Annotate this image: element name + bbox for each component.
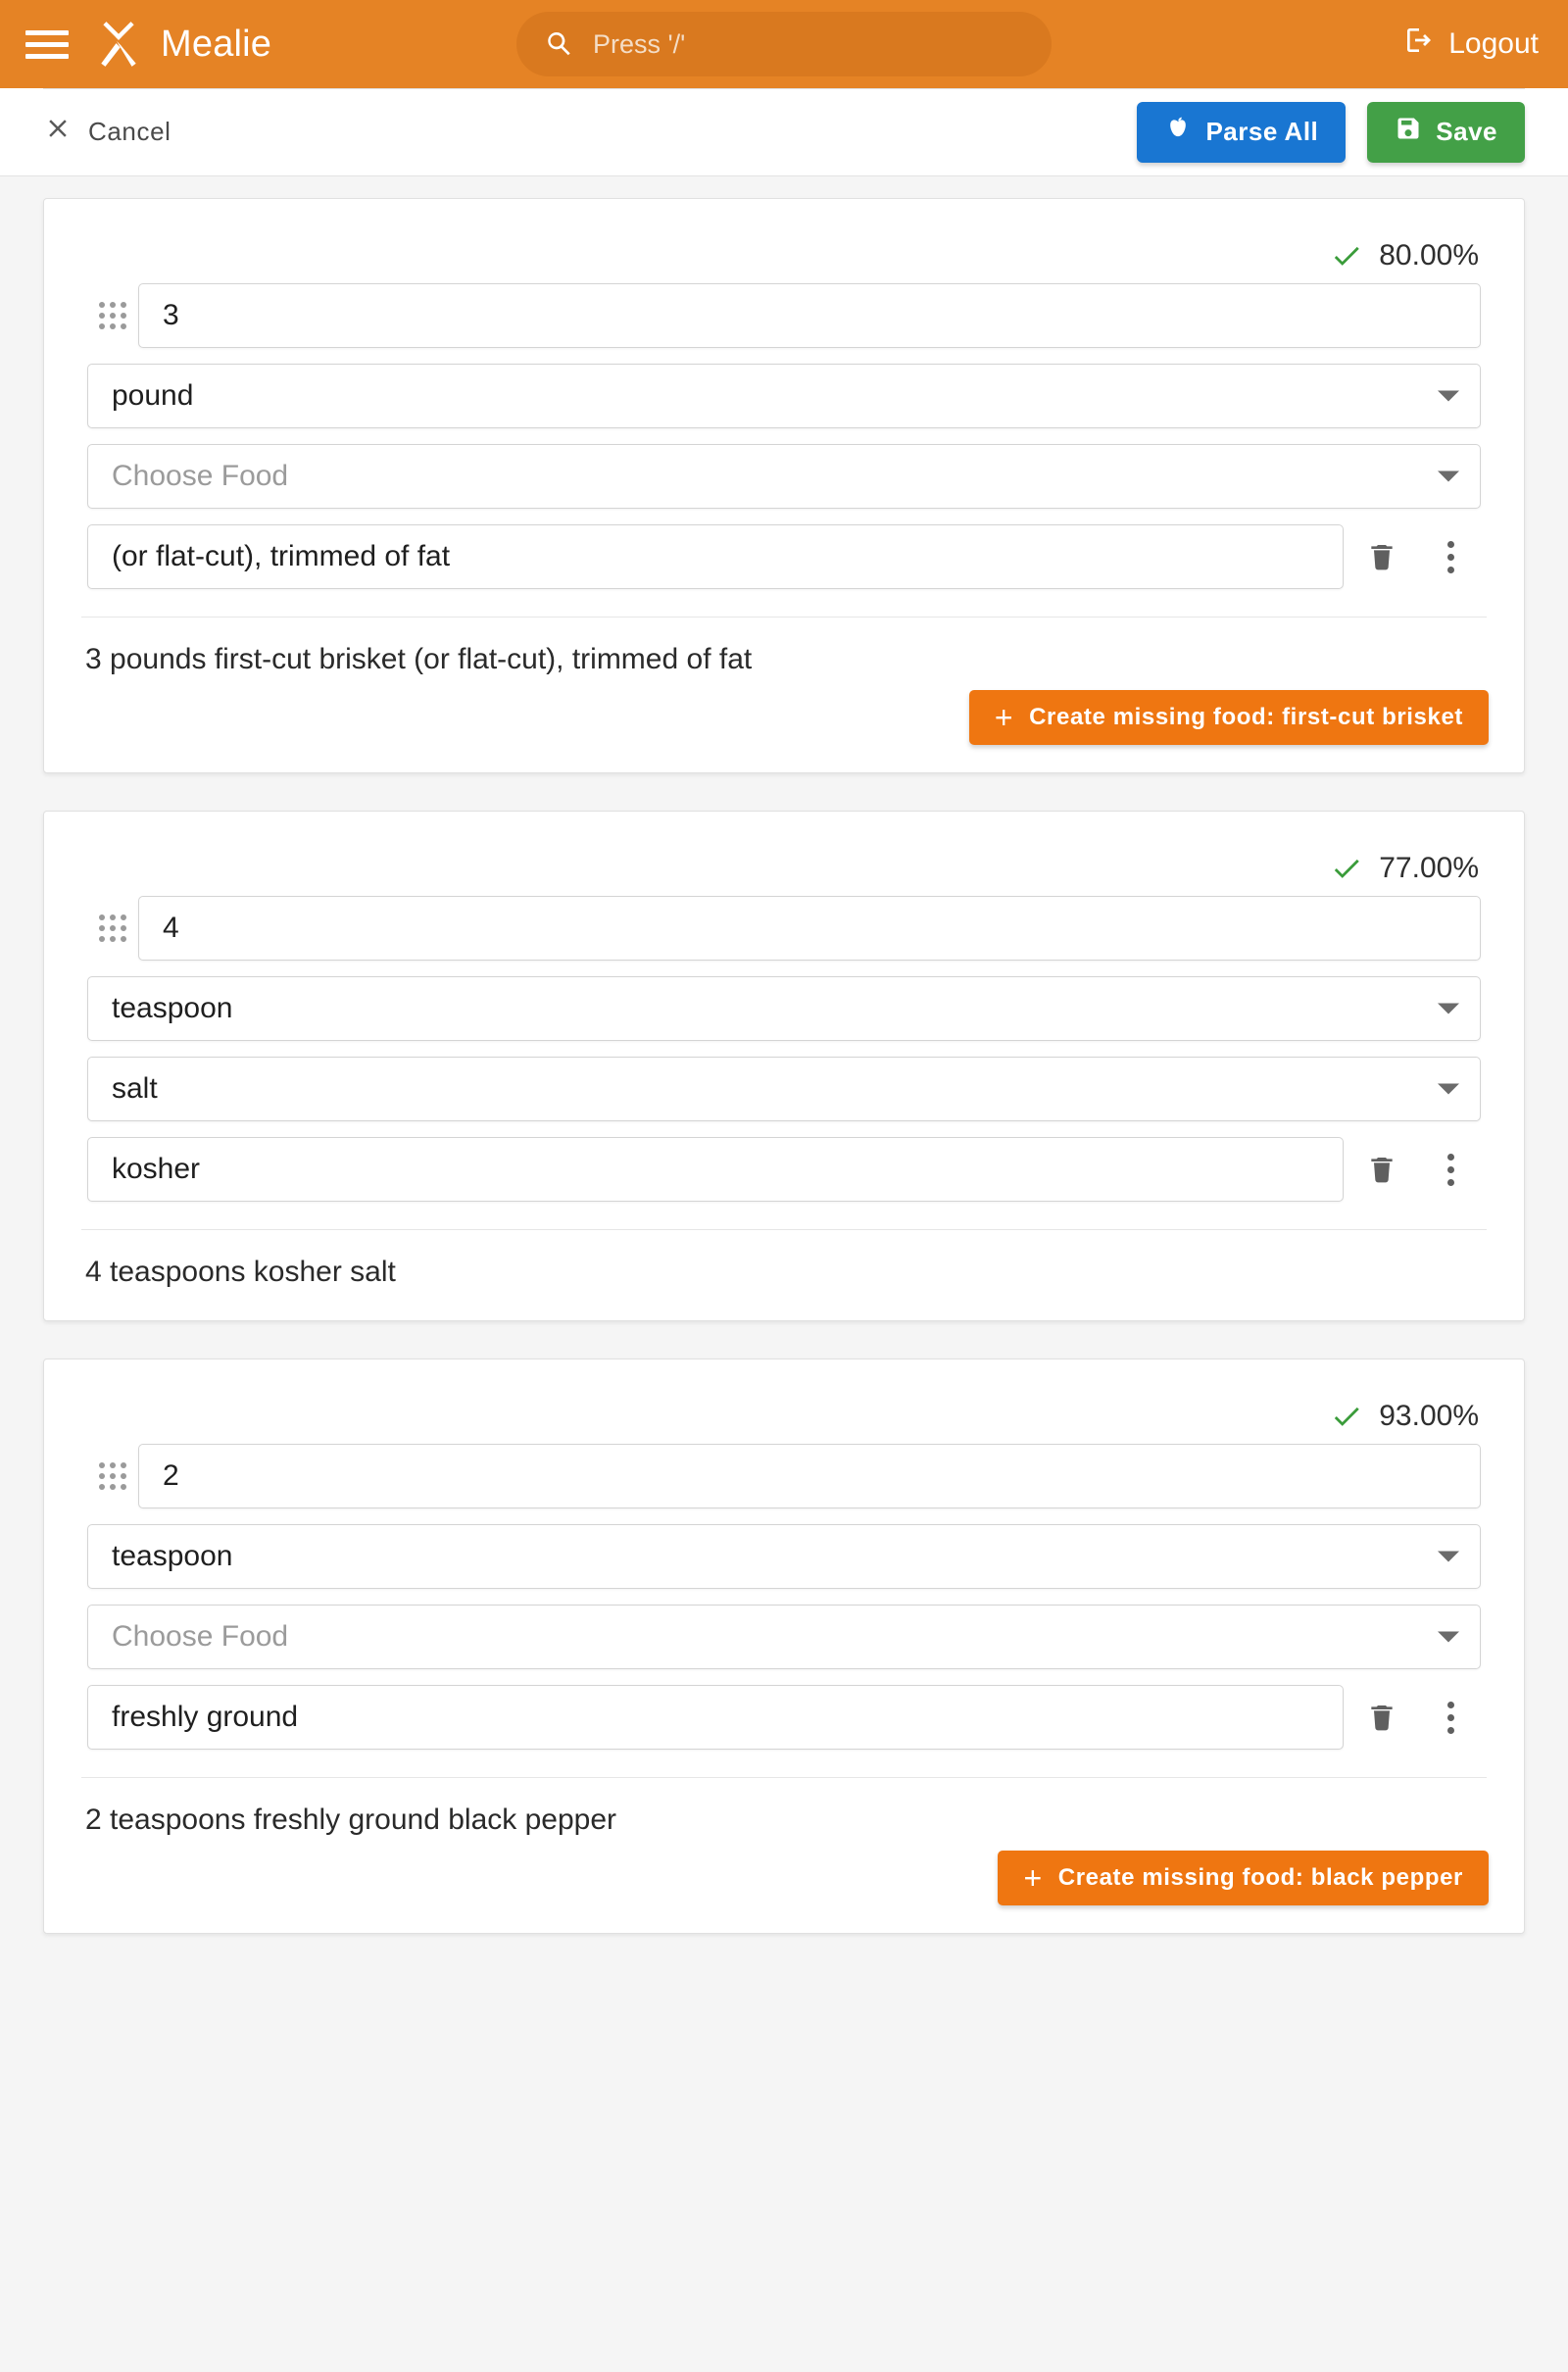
ingredient-fields: [79, 896, 1489, 1202]
confidence-row: [79, 228, 1489, 283]
drag-handle-icon[interactable]: [87, 302, 138, 329]
unit-value[interactable]: teaspoon: [87, 976, 1481, 1041]
create-missing-food-label: Create missing food: first-cut brisket: [1029, 704, 1463, 730]
search-input[interactable]: [516, 12, 1052, 76]
note-input[interactable]: kosher: [87, 1137, 1344, 1202]
more-options-icon[interactable]: [1420, 1687, 1481, 1748]
delete-icon[interactable]: [1351, 1139, 1412, 1200]
check-icon: [1330, 1400, 1363, 1433]
quantity-row: [87, 283, 1481, 348]
confidence-row: [79, 841, 1489, 896]
parse-all-button[interactable]: [1137, 102, 1346, 163]
confidence-value: 80.00%: [1379, 239, 1479, 272]
more-options-icon[interactable]: [1420, 526, 1481, 587]
food-select[interactable]: [87, 1057, 1481, 1121]
original-text: 4 teaspoons kosher salt: [85, 1256, 396, 1288]
chevron-down-icon: [1438, 1004, 1459, 1014]
cancel-button[interactable]: [43, 114, 172, 150]
food-value[interactable]: Choose Food: [87, 1605, 1481, 1669]
unit-value[interactable]: teaspoon: [87, 1524, 1481, 1589]
parse-all-label: Parse All: [1205, 117, 1319, 146]
food-value[interactable]: salt: [87, 1057, 1481, 1121]
drag-handle-icon[interactable]: [87, 1462, 138, 1490]
original-text: 2 teaspoons freshly ground black pepper: [85, 1804, 617, 1836]
logout-button[interactable]: [1403, 25, 1539, 64]
unit-select[interactable]: [87, 1524, 1481, 1589]
confidence-value: 93.00%: [1379, 1400, 1479, 1432]
quantity-row: [87, 1444, 1481, 1508]
quantity-input[interactable]: 3: [138, 283, 1481, 348]
note-row: [87, 524, 1481, 589]
drag-handle-icon[interactable]: [87, 914, 138, 942]
unit-value[interactable]: pound: [87, 364, 1481, 428]
ingredient-card: [43, 811, 1525, 1321]
more-options-icon[interactable]: [1420, 1139, 1481, 1200]
create-missing-food-button[interactable]: [998, 1851, 1489, 1905]
check-icon: [1330, 239, 1363, 272]
editor-action-bar: [0, 88, 1568, 176]
save-disk-icon: [1395, 115, 1422, 149]
create-missing-row: [79, 680, 1489, 745]
app-bar: [0, 0, 1568, 88]
note-row: [87, 1137, 1481, 1202]
fork-knife-logo: [92, 18, 145, 71]
create-missing-row: [79, 1841, 1489, 1905]
cancel-label: Cancel: [88, 117, 172, 146]
search-placeholder: Press '/': [593, 28, 686, 59]
note-input[interactable]: (or flat-cut), trimmed of fat: [87, 524, 1344, 589]
plus-icon: +: [1023, 1860, 1043, 1896]
note-row: [87, 1685, 1481, 1750]
delete-icon[interactable]: [1351, 1687, 1412, 1748]
ingredient-card: [43, 198, 1525, 773]
chevron-down-icon: [1438, 1552, 1459, 1562]
delete-icon[interactable]: [1351, 526, 1412, 587]
original-text: 3 pounds first-cut brisket (or flat-cut), trimmed of fat: [85, 643, 753, 675]
brand-name: Mealie: [161, 23, 272, 65]
confidence-value: 77.00%: [1379, 852, 1479, 884]
food-select[interactable]: [87, 1605, 1481, 1669]
logout-icon: [1403, 25, 1435, 64]
ingredient-fields: [79, 283, 1489, 589]
note-input[interactable]: freshly ground: [87, 1685, 1344, 1750]
hamburger-icon[interactable]: [25, 22, 71, 67]
create-missing-food-button[interactable]: [969, 690, 1489, 745]
create-missing-food-label: Create missing food: black pepper: [1057, 1864, 1463, 1891]
unit-select[interactable]: [87, 976, 1481, 1041]
apple-icon: [1164, 115, 1192, 149]
check-icon: [1330, 852, 1363, 885]
chevron-down-icon: [1438, 1084, 1459, 1095]
quantity-input[interactable]: 2: [138, 1444, 1481, 1508]
chevron-down-icon: [1438, 391, 1459, 402]
ingredient-fields: [79, 1444, 1489, 1750]
quantity-input[interactable]: 4: [138, 896, 1481, 961]
quantity-row: [87, 896, 1481, 961]
search-icon: [544, 28, 575, 60]
plus-icon: +: [994, 700, 1014, 735]
ingredient-list: [0, 176, 1568, 2010]
food-select[interactable]: [87, 444, 1481, 509]
logout-label: Logout: [1448, 27, 1539, 60]
food-value[interactable]: Choose Food: [87, 444, 1481, 509]
chevron-down-icon: [1438, 471, 1459, 482]
chevron-down-icon: [1438, 1632, 1459, 1643]
unit-select[interactable]: [87, 364, 1481, 428]
confidence-row: [79, 1389, 1489, 1444]
ingredient-card: [43, 1359, 1525, 1934]
close-icon: [43, 114, 73, 150]
save-button[interactable]: [1367, 102, 1525, 163]
save-label: Save: [1436, 117, 1497, 146]
